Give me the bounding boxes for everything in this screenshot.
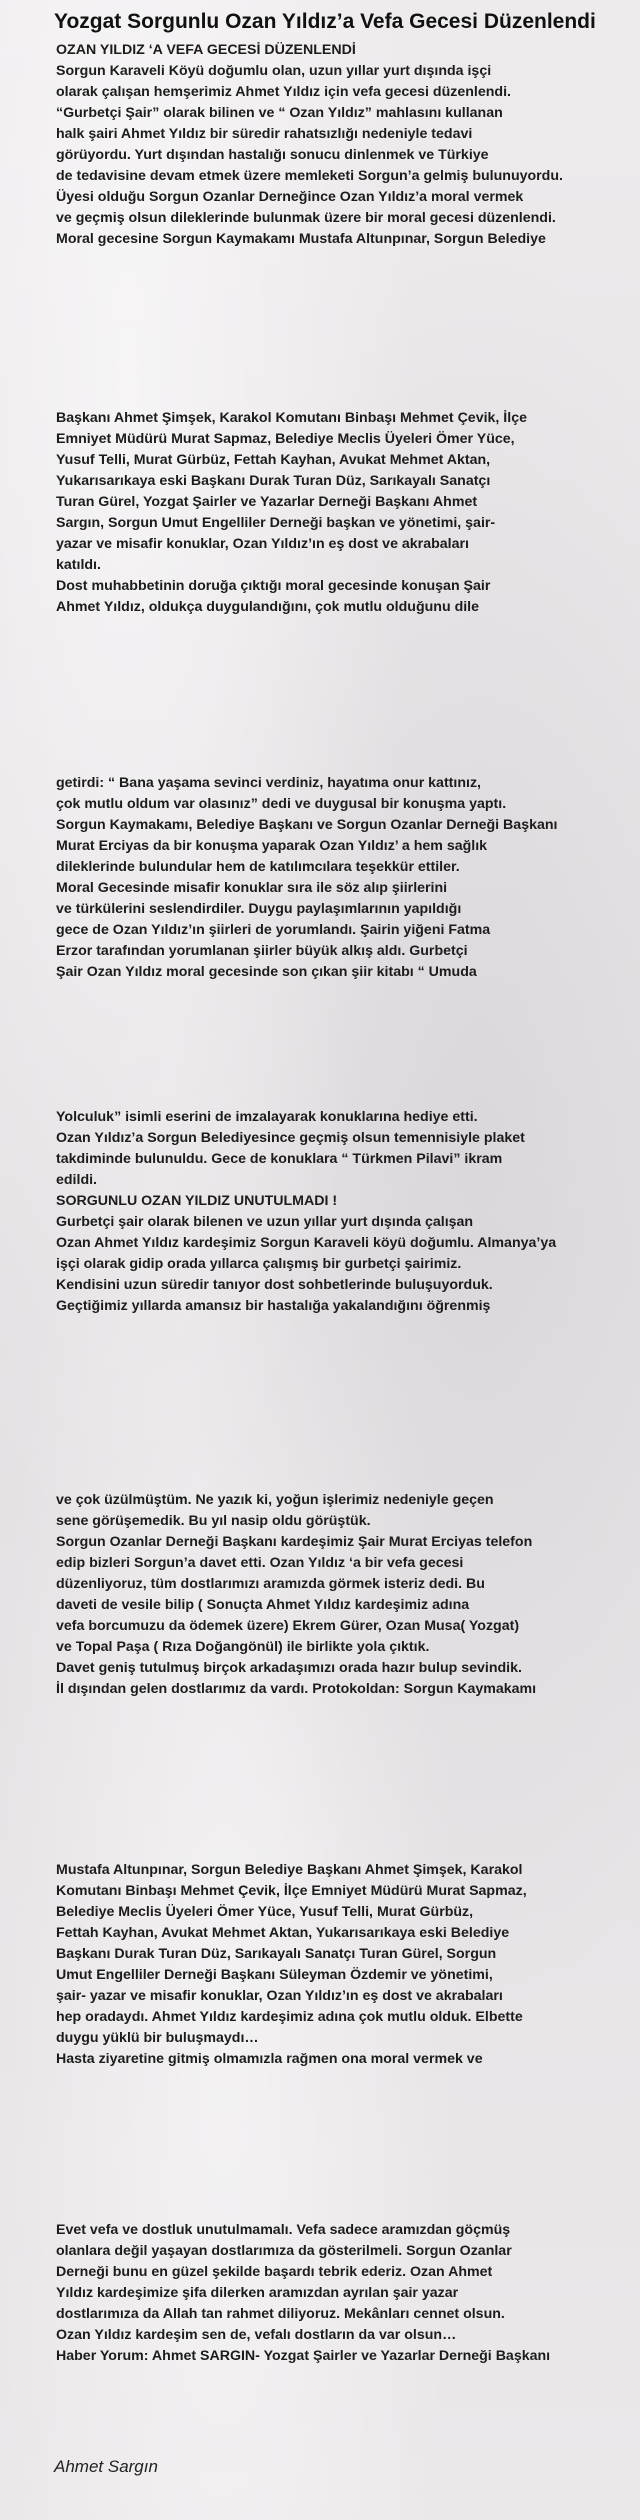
text-line: de tedavisine devam etmek üzere memleketi Sorgun’a gelmiş bulunuyordu. [56, 168, 563, 184]
text-line: görüyordu. Yurt dışından hastalığı sonucu dinlenmek ve Türkiye [56, 147, 489, 163]
text-line: Gurbetçi şair olarak bilenen ve uzun yıllar yurt dışında çalışan [56, 1214, 474, 1230]
text-line: Moral Gecesinde misafir konuklar sıra ile söz alıp şiirlerini [56, 880, 448, 896]
text-line: Derneği bunu en güzel şekilde başardı tebrik ederiz. Ozan Ahmet [56, 2264, 493, 2280]
paragraph-block [56, 2220, 636, 2367]
paragraph-block [56, 408, 636, 618]
text-line: gece de Ozan Yıldız’ın şiirleri de yorumlandı. Şairin yiğeni Fatma [56, 922, 491, 938]
text-line: Sargın, Sorgun Umut Engelliler Derneği başkan ve yönetimi, şair- [56, 515, 496, 531]
text-line: Hasta ziyaretine gitmiş olmamızla rağmen ona moral vermek ve [56, 2051, 483, 2067]
text-line: Şair Ozan Yıldız moral gecesinde son çıkan şiir kitabı “ Umuda [56, 964, 477, 980]
text-line: Geçtiğimiz yıllarda amansız bir hastalığa yakalandığını öğrenmiş [56, 1298, 491, 1314]
text-line: Evet vefa ve dostluk unutulmamalı. Vefa sadece aramızdan göçmüş [56, 2222, 511, 2238]
text-line: Kendisini uzun süredir tanıyor dost sohbetlerinde buluşuyorduk. [56, 1277, 493, 1293]
text-line: Yolculuk” isimli eserini de imzalayarak konuklarına hediye etti. [56, 1109, 478, 1125]
paragraph-block [56, 773, 636, 983]
text-line: edip bizleri Sorgun’a davet etti. Ozan Yıldız ‘a bir vefa gecesi [56, 1555, 464, 1571]
text-line: işçi olarak gidip orada yıllarca çalışmış bir gurbetçi şairimiz. [56, 1256, 462, 1272]
text-line: Sorgun Kaymakamı, Belediye Başkanı ve Sorgun Ozanlar Derneği Başkanı [56, 817, 558, 833]
text-line: katıldı. [56, 557, 101, 573]
text-line: çok mutlu oldum var olasınız” dedi ve duygusal bir konuşma yaptı. [56, 796, 507, 812]
text-line: duygu yüklü bir buluşmaydı… [56, 2030, 259, 2046]
text-line: daveti de vesile bilip ( Sonuçta Ahmet Yıldız kardeşimiz adına [56, 1597, 470, 1613]
paragraph-block [56, 1490, 636, 1700]
text-line: OZAN YILDIZ ‘A VEFA GECESİ DÜZENLENDİ [56, 42, 356, 58]
text-line: ve çok üzülmüştüm. Ne yazık ki, yoğun işlerimiz nedeniyle geçen [56, 1492, 494, 1508]
text-line: Haber Yorum: Ahmet SARGIN- Yozgat Şairler ve Yazarlar Derneği Başkanı [56, 2348, 551, 2364]
text-line: Yusuf Telli, Murat Gürbüz, Fettah Kayhan, Avukat Mehmet Aktan, [56, 452, 491, 468]
text-line: hep oradaydı. Ahmet Yıldız kardeşimiz adına çok mutlu olduk. Elbette [56, 2009, 523, 2025]
text-line: düzenliyoruz, tüm dostlarımızı aramızda görmek isteriz dedi. Bu [56, 1576, 485, 1592]
text-line: Üyesi olduğu Sorgun Ozanlar Derneğince Ozan Yıldız’a moral vermek [56, 189, 524, 205]
text-line: getirdi: “ Bana yaşama sevinci verdiniz, hayatıma onur kattınız, [56, 775, 481, 791]
paragraph-block [56, 1860, 636, 2070]
text-line: Ahmet Yıldız, oldukça duygulandığını, çok mutlu olduğunu dile [56, 599, 480, 615]
text-line: Yukarısarıkaya eski Başkanı Durak Turan Düz, Sarıkayalı Sanatçı [56, 473, 491, 489]
text-line: olarak çalışan hemşerimiz Ahmet Yıldız için vefa gecesi düzenlendi. [56, 84, 511, 100]
text-line: Mustafa Altunpınar, Sorgun Belediye Başkanı Ahmet Şimşek, Karakol [56, 1862, 523, 1878]
text-line: Dost muhabbetinin doruğa çıktığı moral gecesinde konuşan Şair [56, 578, 491, 594]
text-line: Fettah Kayhan, Avukat Mehmet Aktan, Yukarısarıkaya eski Belediye [56, 1925, 510, 1941]
text-line: Davet geniş tutulmuş birçok arkadaşımızı orada hazır bulup sevindik. [56, 1660, 522, 1676]
text-line: SORGUNLU OZAN YILDIZ UNUTULMADI ! [56, 1193, 338, 1209]
text-line: Moral gecesine Sorgun Kaymakamı Mustafa Altunpınar, Sorgun Belediye [56, 231, 546, 247]
text-line: halk şairi Ahmet Yıldız bir süredir rahatsızlığı nedeniyle tedavi [56, 126, 473, 142]
text-line: Ozan Yıldız’a Sorgun Belediyesince geçmiş olsun temennisiyle plaket [56, 1130, 525, 1146]
text-line: edildi. [56, 1172, 97, 1188]
text-line: dostlarımıza da Allah tan rahmet diliyoruz. Mekânları cennet olsun. [56, 2306, 505, 2322]
text-line: Yıldız kardeşimize şifa dilerken aramızdan ayrılan şair yazar [56, 2285, 459, 2301]
text-line: Erzor tarafından yorumlanan şiirler büyük alkış aldı. Gurbetçi [56, 943, 468, 959]
paragraph-block [56, 40, 636, 250]
text-line: Sorgun Ozanlar Derneği Başkanı kardeşimiz Şair Murat Erciyas telefon [56, 1534, 533, 1550]
text-line: ve türkülerini seslendirdiler. Duygu paylaşımlarının yapıldığı [56, 901, 462, 917]
text-line: olanlara değil yaşayan dostlarımıza da gösterilmeli. Sorgun Ozanlar [56, 2243, 512, 2259]
text-line: Ozan Ahmet Yıldız kardeşimiz Sorgun Karaveli köyü doğumlu. Almanya’ya [56, 1235, 557, 1251]
text-line: vefa borcumuzu da ödemek üzere) Ekrem Gürer, Ozan Musa( Yozgat) [56, 1618, 520, 1634]
text-line: İl dışından gelen dostlarımız da vardı. Protokoldan: Sorgun Kaymakamı [56, 1681, 537, 1697]
text-line: Belediye Meclis Üyeleri Ömer Yüce, Yusuf Telli, Murat Gürbüz, [56, 1904, 474, 1920]
paragraph-block [56, 1107, 636, 1317]
text-line: Murat Erciyas da bir konuşma yaparak Ozan Yıldız’ a hem sağlık [56, 838, 488, 854]
text-line: Umut Engelliler Derneği Başkanı Süleyman Özdemir ve yönetimi, [56, 1967, 493, 1983]
text-line: yazar ve misafir konuklar, Ozan Yıldız’ın eş dost ve akrabaları [56, 536, 469, 552]
text-line: Başkanı Durak Turan Düz, Sarıkayalı Sanatçı Turan Gürel, Sorgun [56, 1946, 497, 1962]
text-line: “Gurbetçi Şair” olarak bilinen ve “ Ozan Yıldız” mahlasını kullanan [56, 105, 503, 121]
text-line: sene görüşemedik. Bu yıl nasip oldu görüştük. [56, 1513, 371, 1529]
text-line: Turan Gürel, Yozgat Şairler ve Yazarlar Derneği Başkanı Ahmet [56, 494, 478, 510]
text-line: takdiminde bulunuldu. Gece de konuklara “ Türkmen Pilavi” ikram [56, 1151, 503, 1167]
text-line: Komutanı Binbaşı Mehmet Çevik, İlçe Emniyet Müdürü Murat Sapmaz, [56, 1883, 527, 1899]
text-line: Ozan Yıldız kardeşim sen de, vefalı dostların da var olsun… [56, 2327, 457, 2343]
text-line: Sorgun Karaveli Köyü doğumlu olan, uzun yıllar yurt dışında işçi [56, 63, 492, 79]
text-line: şair- yazar ve misafir konuklar, Ozan Yıldız’ın eş dost ve akrabaları [56, 1988, 503, 2004]
text-line: ve geçmiş olsun dileklerinde bulunmak üzere bir moral gecesi düzenlendi. [56, 210, 556, 226]
author-name: Ahmet Sargın [54, 2457, 158, 2476]
text-line: Başkanı Ahmet Şimşek, Karakol Komutanı Binbaşı Mehmet Çevik, İlçe [56, 410, 527, 426]
text-line: Emniyet Müdürü Murat Sapmaz, Belediye Meclis Üyeleri Ömer Yüce, [56, 431, 515, 447]
text-line: dileklerinde bulundular hem de katılımcılara teşekkür ettiler. [56, 859, 460, 875]
text-line: ve Topal Paşa ( Rıza Doğangönül) ile birlikte yola çıktık. [56, 1639, 430, 1655]
page-title: Yozgat Sorgunlu Ozan Yıldız’a Vefa Gecesi Düzenlendi [54, 10, 596, 33]
